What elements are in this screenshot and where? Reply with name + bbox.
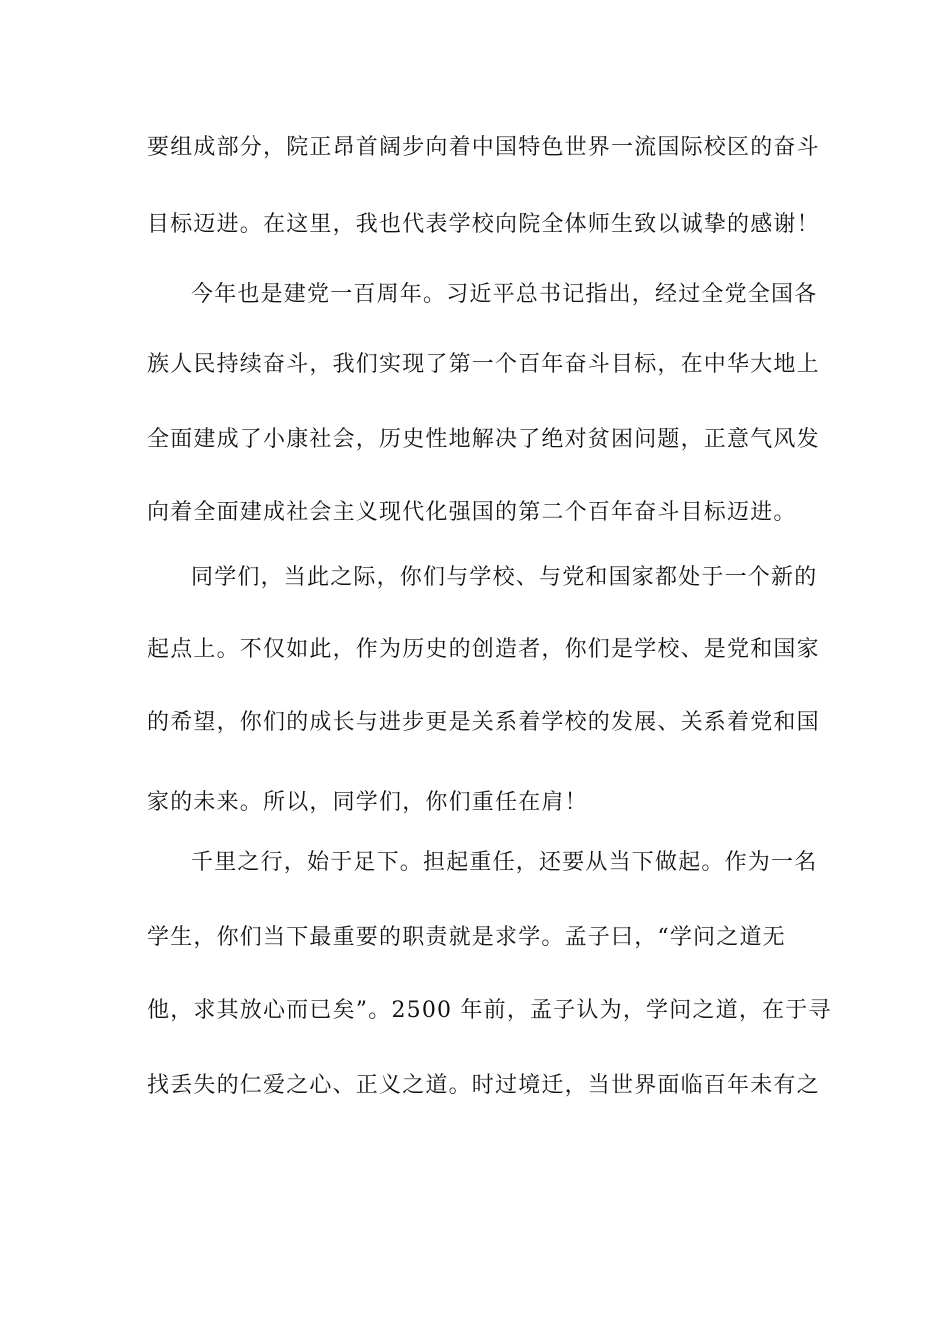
paragraph-first-line: 同学们，当此之际，你们与学校、与党和国家都处于一个新的: [191, 565, 818, 590]
text-line: 学生，你们当下最重要的职责就是求学。孟子曰，“学问之道无: [147, 925, 786, 950]
text-line: 他，求其放心而已矣”。2500 年前，孟子认为，学问之道，在于寻: [147, 998, 832, 1023]
text-line: 的希望，你们的成长与进步更是关系着学校的发展、关系着党和国: [147, 710, 820, 735]
text-line: 找丢失的仁爱之心、正义之道。时过境迁，当世界面临百年未有之: [147, 1073, 820, 1098]
text-line: 家的未来。所以，同学们，你们重任在肩！: [147, 790, 588, 815]
text-line: 族人民持续奋斗，我们实现了第一个百年奋斗目标，在中华大地上: [147, 352, 820, 377]
text-line: 全面建成了小康社会，历史性地解决了绝对贫困问题，正意气风发: [147, 427, 820, 452]
text-line: 要组成部分，院正昂首阔步向着中国特色世界一流国际校区的奋斗: [147, 135, 820, 160]
text-line: 起点上。不仅如此，作为历史的创造者，你们是学校、是党和国家: [147, 637, 820, 662]
text-line: 向着全面建成社会主义现代化强国的第二个百年奋斗目标迈进。: [147, 500, 797, 525]
paragraph-first-line: 千里之行，始于足下。担起重任，还要从当下做起。作为一名: [191, 850, 818, 875]
text-line: 目标迈进。在这里，我也代表学校向院全体师生致以诚挚的感谢！: [147, 212, 820, 237]
paragraph-first-line: 今年也是建党一百周年。习近平总书记指出，经过全党全国各: [191, 282, 818, 307]
